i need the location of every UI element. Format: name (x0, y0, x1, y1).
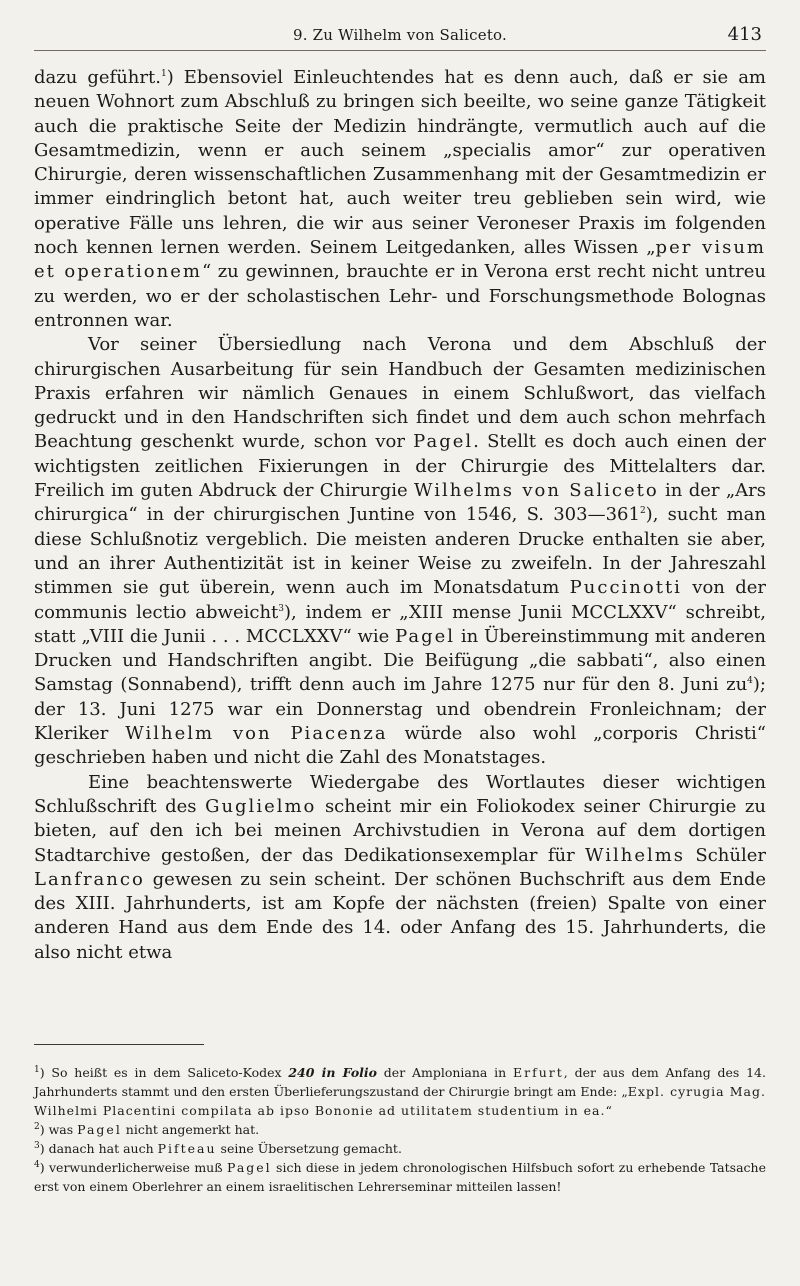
footnote-divider (34, 1044, 204, 1045)
spaced-emphasis: Pagel (395, 625, 456, 647)
footnote-mark: 3 (34, 1140, 40, 1151)
text-run: in Übereinstimmung mit anderen Drucken und Handschriften angibt. Die Beifügung „die sabbati“, also einen Samstag (Sonnabend), trifft denn auch im Jahre 1275 nur für den 8. Juni zu (34, 625, 767, 696)
footnotes (34, 1063, 766, 1196)
footnote-ref: 2 (639, 506, 646, 517)
spaced-emphasis: Wilhelms von Saliceto (414, 480, 659, 502)
text-run: würde also wohl „corporis Christi“ geschrieben haben und nicht die Zahl des Monatstages. (34, 723, 766, 769)
footnote-mark: 1 (34, 1064, 40, 1075)
spaced-emphasis: Pagel (77, 1122, 122, 1137)
footnote-4 (34, 1158, 766, 1196)
spaced-emphasis: Pagel (413, 431, 474, 453)
text-run: in der „Ars chirurgica“ in der chirurgischen Juntine von 1546, S. 303—361 (34, 480, 766, 526)
text-run: von der communis lectio abweicht (34, 577, 766, 623)
footnote-ref: 1 (160, 69, 167, 79)
main-text (34, 66, 766, 965)
footnote-ref: 4 (747, 676, 753, 687)
text-run: . Stellt es doch auch einen der wichtigsten zeitlichen Fixierungen in der Chirurgie des Mittelalters dar. Freilich im guten Abdruck der Chirurgie (34, 431, 766, 502)
text-run: der Amploniana in (377, 1065, 514, 1080)
text-run: , der aus dem Anfang des 14. Jahrhunderts stammt und den ersten Überlieferungszustand der Chirurgie bringt am Ende: „ (34, 1065, 766, 1099)
text-run: seine Übersetzung gemacht. (216, 1141, 402, 1156)
spaced-emphasis: Wilhelms (585, 844, 686, 866)
spaced-emphasis: Expl. cyrugia Mag. Wilhelmi Placentini compilata ab ipso Bononie ad utilitatem studentium in ea. (34, 1084, 766, 1118)
text-run: ) was (39, 1122, 78, 1137)
text-run: “ zu gewinnen, brauchte er in Verona erst recht nicht untreu zu werden, wo er der scholastischen Lehr- und Forschungsmethode Bolognas entronnen war. (34, 261, 766, 331)
spaced-emphasis: Erfurt (513, 1065, 564, 1080)
page-number: 413 (727, 24, 762, 45)
text-run: sich diese in jedem chronologischen Hilfsbuch sofort zu erhebende Tatsache erst von einem Oberlehrer an einem israelitischen Lehrerseminar mitteilen lassen! (34, 1160, 766, 1194)
spaced-emphasis: per visum et operationem (34, 237, 766, 283)
text-run: dazu geführt. (34, 67, 161, 88)
footnote-ref: 3 (278, 603, 285, 614)
text-run: ), indem er „XIII mense Junii MCCLXXV“ schreibt, statt „VIII die Junii . . . MCCLXXV“ wie (34, 601, 766, 647)
text-run: ) danach hat auch (39, 1141, 158, 1156)
footnote-mark: 2 (34, 1121, 40, 1132)
paragraph-3 (34, 771, 766, 965)
paragraph-2 (34, 333, 766, 770)
text-run: ) verwunderlicherweise muß (39, 1160, 227, 1175)
chapter-title: 9. Zu Wilhelm von Saliceto. (293, 26, 507, 44)
text-run: ); der 13. Juni 1275 war ein Donnerstag und obendrein Fronleichnam; der Kleriker (34, 674, 766, 745)
text-run: ) Ebensoviel Einleuchtendes hat es denn auch, daß er sie am neuen Wohnort zum Abschluß zu bringen sich beeilte, wo seine ganze Tätigkeit auch die praktische Seite der Medizin hindrängte, vermutlich auch auf die Gesamtmedizin, wenn er auch seinem „specialis amor“ zur operativen Chirurgie, deren wissenschaftlichen Zusammenhang mit der Gesamtmedizin er immer eindringlich betont hat, auch weiter treu geblieben sein wird, wie operative Fälle uns lehren, die wir aus seiner Veroneser Praxis im folgenden noch kennen lernen werden. Seinem Leitgedanken, alles Wissen „ (34, 67, 766, 259)
text-run: ) So heißt es in dem Saliceto-Kodex (39, 1065, 289, 1080)
bold-emphasis: 240 in Folio (288, 1065, 377, 1080)
text-run: gewesen zu sein scheint. Der schönen Buchschrift aus dem Ende des XIII. Jahrhunderts, ist am Kopfe der nächsten (freien) Spalte von einer anderen Hand aus dem Ende des 14. oder Anfang des 15. Jahrhunderts, die also nicht etwa (34, 868, 766, 963)
spaced-emphasis: Puccinotti (569, 577, 682, 599)
text-run: scheint mir ein Foliokodex seiner Chirurgie zu bieten, auf den ich bei meinen Archivstudien in Verona auf dem dortigen Stadtarchive gestoßen, der das Dedikationsexemplar für (34, 795, 766, 866)
text-run: nicht angemerkt hat. (121, 1122, 260, 1137)
running-header (34, 20, 766, 51)
text-run: ), sucht man diese Schlußnotiz vergeblich. Die meisten anderen Drucke enthalten sie aber, und an ihrer Authentizität ist in keiner Weise zu zweifeln. In der Jahreszahl stimmen sie gut überein, wenn auch im Monatsdatum (34, 504, 766, 599)
text-run: Eine beachtenswerte Wiedergabe des Wortlautes dieser wichtigen Schlußschrift des (34, 771, 766, 817)
spaced-emphasis: Pifteau (157, 1141, 217, 1156)
footnote-mark: 4 (34, 1159, 40, 1170)
spaced-emphasis: Lanfranco (34, 868, 145, 890)
footnote-2 (34, 1120, 766, 1139)
paragraph-1 (34, 66, 766, 333)
spaced-emphasis: Guglielmo (205, 795, 317, 817)
spaced-emphasis: Wilhelm von Piacenza (125, 723, 388, 745)
text-run: “ (605, 1103, 612, 1118)
spaced-emphasis: Pagel (226, 1160, 272, 1175)
text-run: Schüler (685, 844, 766, 866)
footnote-1 (34, 1063, 766, 1120)
footnote-3 (34, 1139, 766, 1158)
text-run: Vor seiner Übersiedlung nach Verona und dem Abschluß der chirurgischen Ausarbeitung für sein Handbuch der Gesamten medizinischen Praxis erfahren wir nämlich Genaues in einem Schlußwort, das vielfach gedruckt und in den Handschriften sich findet und dem auch schon mehrfach Beachtung geschenkt wurde, schon vor (34, 334, 766, 453)
